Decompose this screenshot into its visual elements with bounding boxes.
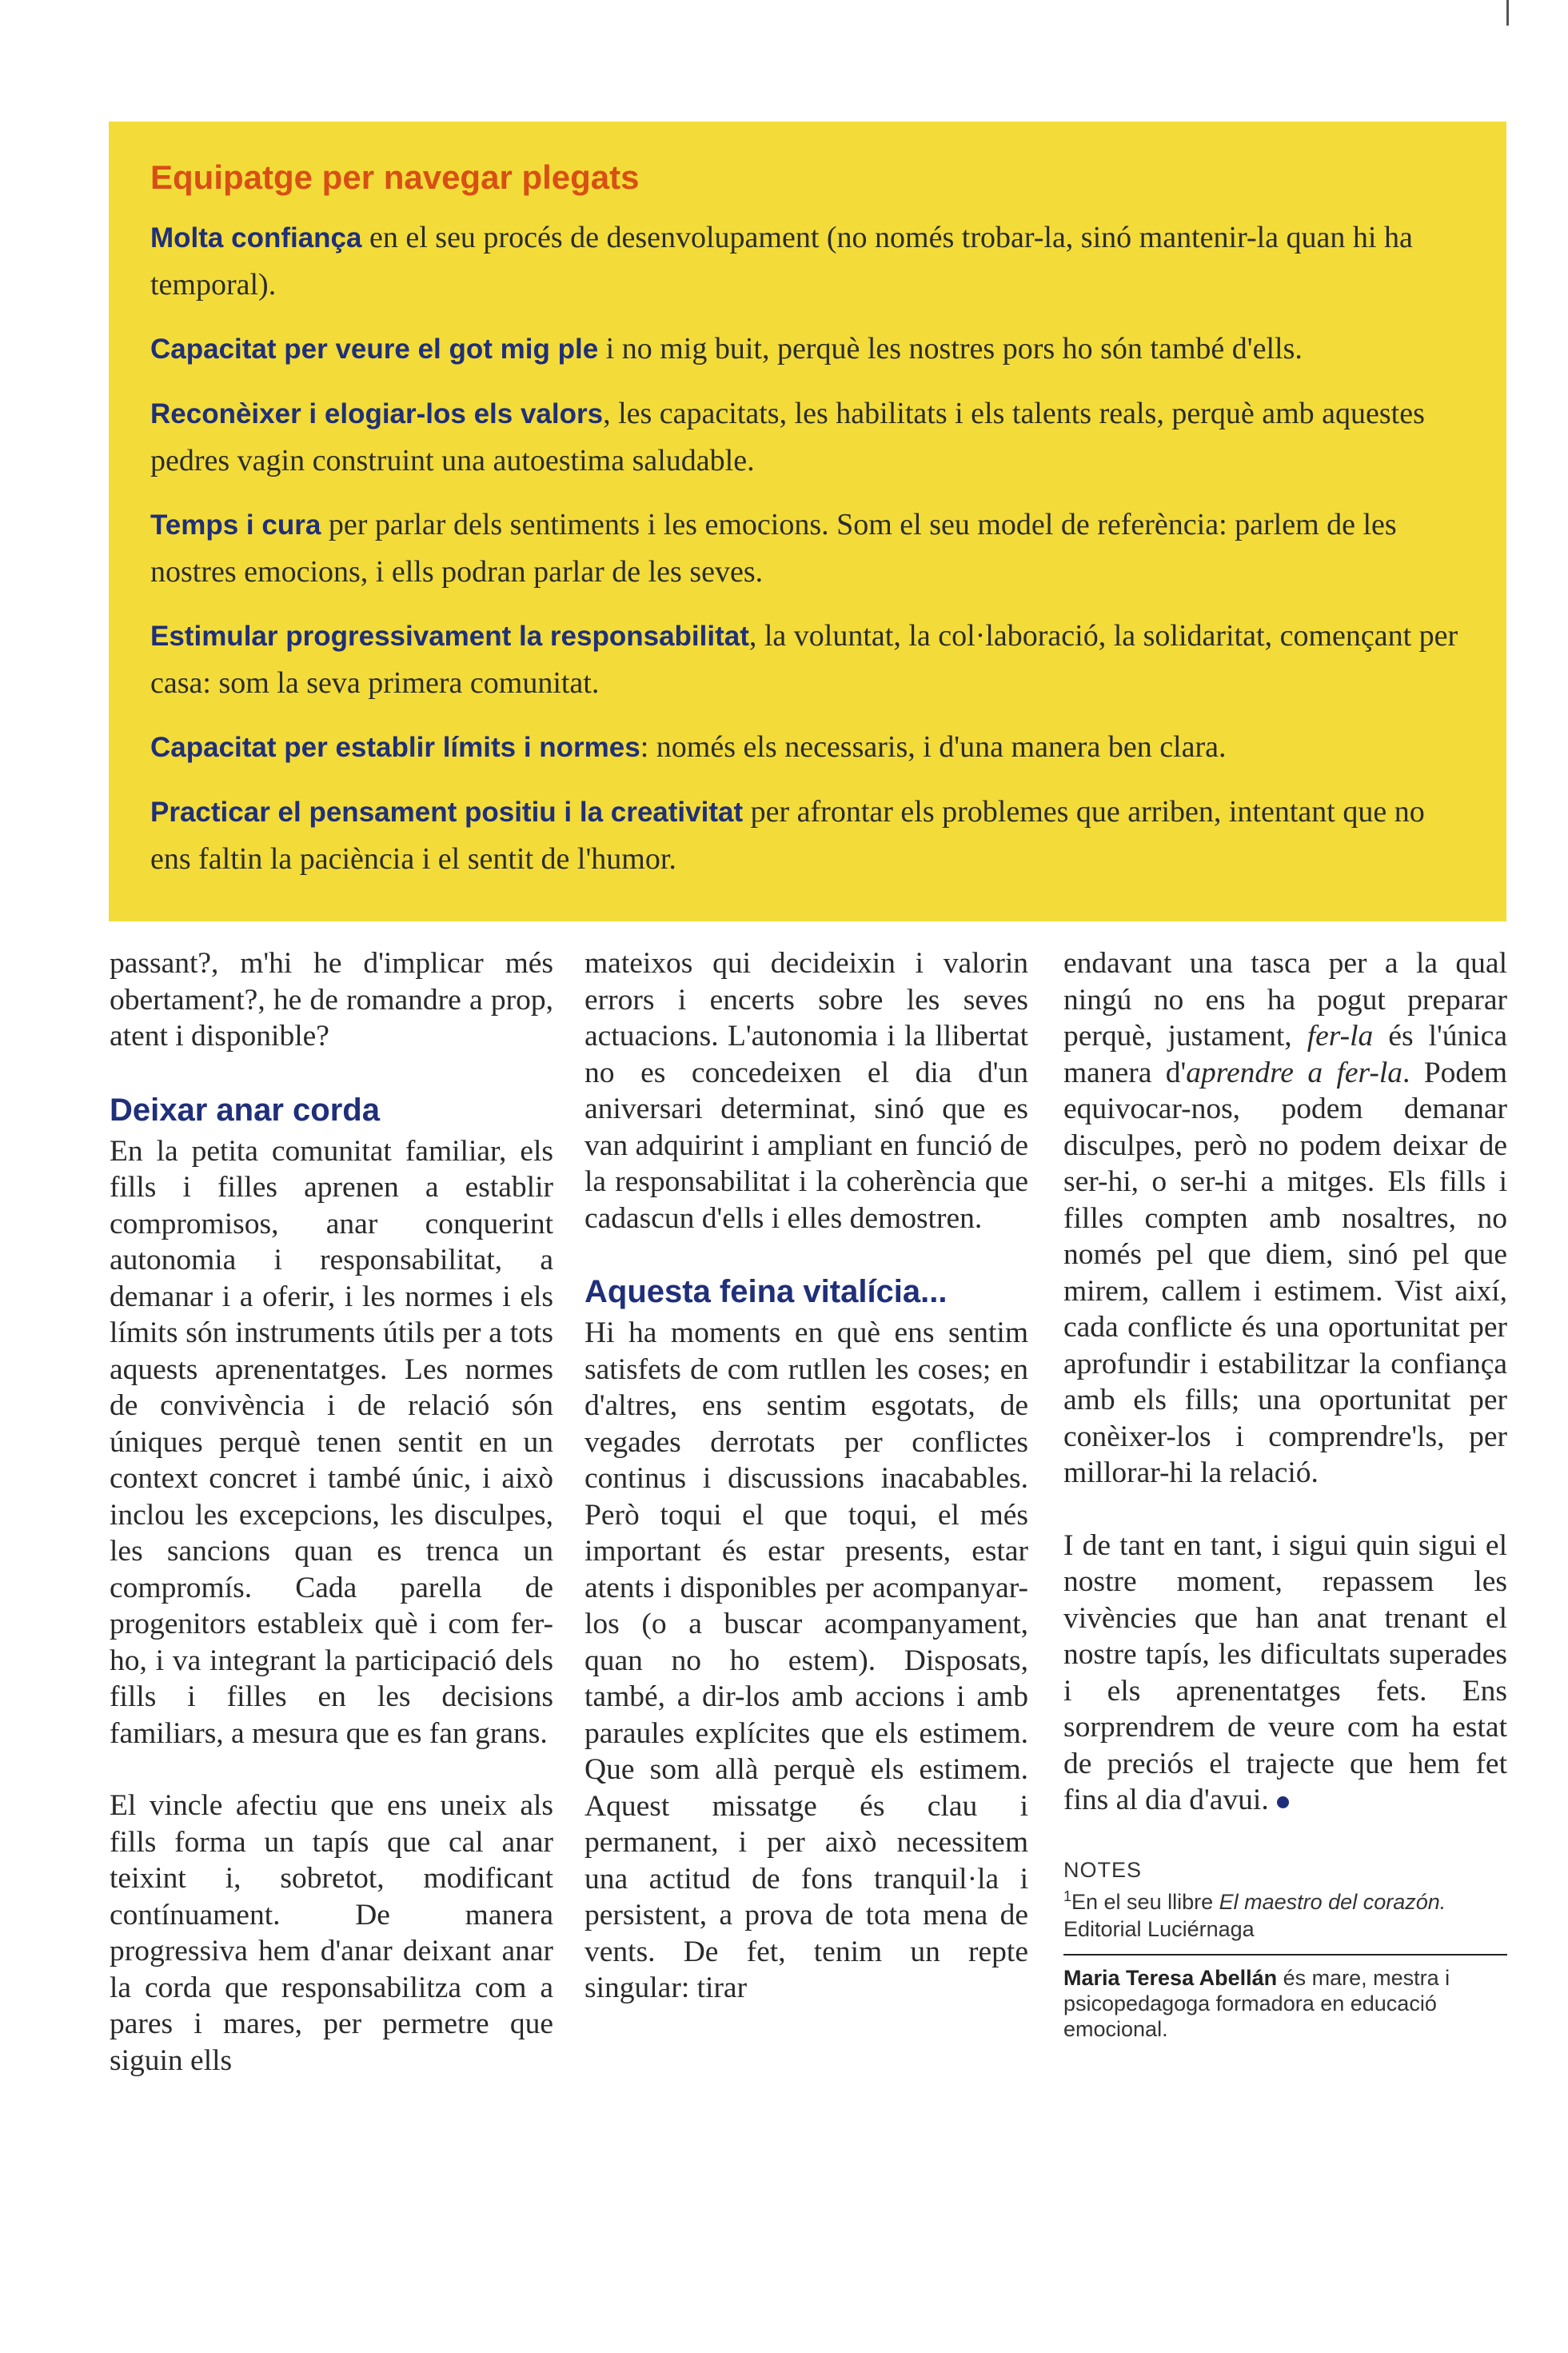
section-heading: Deixar anar corda bbox=[110, 1092, 380, 1128]
column-2 bbox=[585, 945, 1028, 2007]
box-item bbox=[150, 214, 1465, 308]
column-3 bbox=[1063, 945, 1507, 2042]
text-run: Editorial Luciérnaga bbox=[1063, 1916, 1255, 1941]
column-1 bbox=[110, 945, 553, 2079]
box-item-text: per parlar dels sentiments i les emocions. Som el seu model de referència: parlem de les nostres emocions, i ells podran parlar de les seves. bbox=[150, 508, 1397, 589]
sidebar-box bbox=[109, 122, 1506, 921]
box-item-text: , les capacitats, les habilitats i els talents reals, perquè amb aquestes pedres vagin construint una autoestima saludable. bbox=[150, 397, 1425, 477]
box-item-lead: Temps i cura bbox=[150, 509, 321, 541]
paragraph bbox=[1063, 945, 1507, 1492]
box-item bbox=[150, 724, 1465, 771]
text-run: endavant una tasca per a la qual ningú no ens ha pogut preparar perquè, justament, bbox=[1063, 947, 1507, 1053]
box-item-lead: Molta confiança bbox=[150, 222, 362, 254]
box-item-text: per afrontar els problemes que arriben, intentant que no ens faltin la paciència i el sentit de l'humor. bbox=[150, 795, 1425, 876]
emphasis: aprendre a fer-la bbox=[1186, 1056, 1403, 1089]
box-item-lead: Practicar el pensament positiu i la creativitat bbox=[150, 797, 744, 828]
notes-label: NOTES bbox=[1063, 1857, 1143, 1882]
footnote bbox=[1063, 1883, 1507, 1943]
box-item-lead: Estimular progressivament la responsabilitat bbox=[150, 621, 749, 652]
end-mark-icon bbox=[1277, 1796, 1289, 1808]
paragraph bbox=[1063, 1528, 1507, 1819]
box-item-text: en el seu procés de desenvolupament (no només trobar-la, sinó mantenir-la quan hi ha temporal). bbox=[150, 221, 1413, 302]
text-run: I de tant en tant, i sigui quin sigui el nostre moment, repassem les vivències que han anat trenant el nostre tapís, les dificultats superades i els aprenentatges fets. Ens sorprendrem de veure com ha estat de preciós el trajecte que hem fet fins al dia d'avui. bbox=[1063, 1528, 1507, 1816]
author-bio bbox=[1063, 1965, 1507, 2042]
page-edge-mark bbox=[1506, 0, 1509, 26]
box-item-text: i no mig buit, perquè les nostres pors ho són també d'ells. bbox=[598, 332, 1303, 366]
box-title: Equipatge per navegar plegats bbox=[150, 158, 640, 196]
emphasis: fer-la bbox=[1307, 1020, 1374, 1053]
box-item bbox=[150, 326, 1465, 373]
box-item-text: : només els necessaris, i d'una manera ben clara. bbox=[640, 730, 1227, 764]
box-item-lead: Reconèixer i elogiar-los els valors bbox=[150, 398, 604, 429]
box-item-text: , la voluntat, la col·laboració, la solidaritat, començant per casa: som la seva primera comunitat. bbox=[150, 619, 1458, 700]
paragraph: En la petita comunitat familiar, els fills i filles aprenen a establir compromisos, anar conquerint autonomia i responsabilitat, a demanar i a oferir, i les normes i els límits són instruments útils per a tots aquests aprenentatges. Les normes de convivència i de relació són úniques perquè tenen sentit en un context concret i també únic, i això inclou les excepcions, les disculpes, les sancions quan es trenca un compromís. Cada parella de progenitors estableix què i com fer-ho, i va integrant la participació dels fills i filles en les decisions familiars, a mesura que es fan grans. bbox=[110, 1134, 553, 1750]
author-name: Maria Teresa Abellán bbox=[1063, 1965, 1278, 1990]
box-item bbox=[150, 613, 1465, 706]
paragraph: El vincle afectiu que ens uneix als fills forma un tapís que cal anar teixint i, sobretot, modificant contínuament. De manera progressiva hem d'anar deixant anar la corda que responsabilitza com a pares i mares, per permetre que siguin ells bbox=[110, 1789, 553, 2077]
text-run: En el seu llibre bbox=[1071, 1889, 1219, 1914]
paragraph: Hi ha moments en què ens sentim satisfets de com rutllen les coses; en d'altres, ens sentim esgotats, de vegades derrotats per conflictes continus i discussions inacabables. Però toqui el que toqui, el més important és estar presents, estar atents i disponibles per acompanyar-los (o a buscar acompanyament, quan no ho estem). Disposats, també, a dir-los amb accions i amb paraules explícites que els estimem. Que som allà perquè els estimem. Aquest missatge és clau i permanent, i per això necessitem una actitud de fons tranquil·la i persistent, a prova de tota mena de vents. De fet, tenim un repte singular: tirar bbox=[585, 1316, 1028, 2004]
book-title: El maestro del corazón. bbox=[1219, 1889, 1446, 1914]
text-run: . Podem equivocar-nos, podem demanar disculpes, però no podem deixar de ser-hi, o ser-hi a mitges. Els fills i filles compten amb nosaltres, no només pel que diem, sinó pel que mirem, callem i estimem. Vist així, cada conflicte és una oportunitat per aprofundir i estabilitzar la confiança amb els fills; una oportunitat per conèixer-los i comprendre'ls, per millorar-hi la relació. bbox=[1063, 1056, 1507, 1489]
divider bbox=[1063, 1954, 1507, 1956]
box-item bbox=[150, 501, 1465, 595]
box-item bbox=[150, 390, 1465, 484]
paragraph: passant?, m'hi he d'implicar més obertament?, he de romandre a prop, atent i disponible? bbox=[110, 947, 553, 1053]
paragraph: mateixos qui decideixin i valorin errors i encerts sobre les seves actuacions. L'autonomia i la llibertat no es concedeixen el dia d'un aniversari determinat, sinó que es van adquirint i ampliant en funció de la responsabilitat i la coherència que cadascun d'ells i elles demostren. bbox=[585, 947, 1028, 1235]
section-heading: Aquesta feina vitalícia... bbox=[585, 1274, 948, 1309]
footnote-number: 1 bbox=[1063, 1888, 1072, 1904]
box-item-lead: Capacitat per establir límits i normes bbox=[150, 732, 640, 763]
box-item-lead: Capacitat per veure el got mig ple bbox=[150, 334, 599, 365]
notes-block bbox=[1063, 1857, 1507, 2042]
box-item bbox=[150, 789, 1465, 882]
text-run: és l'única manera d' bbox=[1063, 1020, 1507, 1089]
text-run: és mare, mestra i psicopedagoga formadora en educació emocional. bbox=[1063, 1965, 1450, 2041]
